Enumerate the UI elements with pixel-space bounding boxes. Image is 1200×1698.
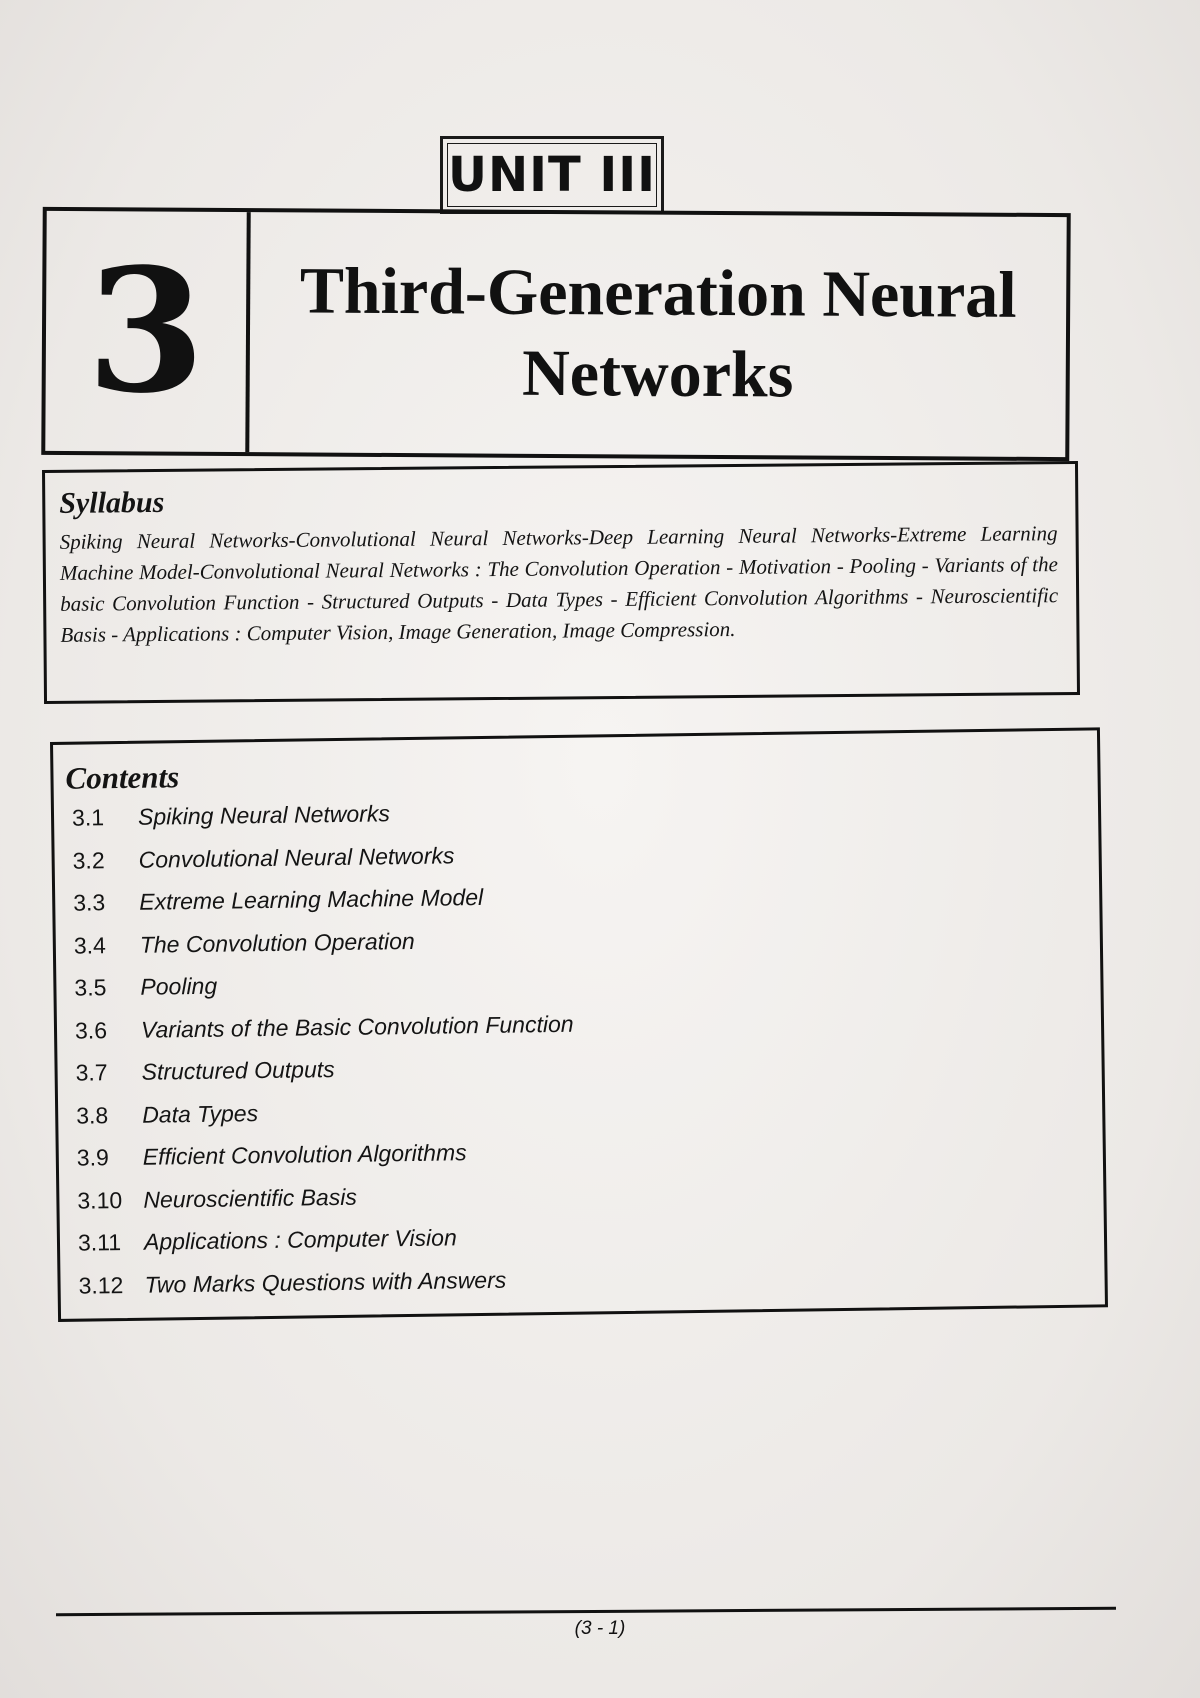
contents-item-number: 3.11 <box>77 1229 122 1256</box>
contents-item-number: 3.8 <box>76 1101 109 1129</box>
contents-item-label: Convolutional Neural Networks <box>138 841 455 873</box>
contents-item-number: 3.5 <box>74 974 107 1001</box>
chapter-header-box <box>41 207 1070 461</box>
contents-box <box>50 727 1108 1322</box>
contents-item-label: Extreme Learning Machine Model <box>139 883 484 915</box>
contents-item-label: The Convolution Operation <box>139 927 415 958</box>
contents-item-number: 3.3 <box>73 889 106 916</box>
contents-heading: Contents <box>65 759 180 796</box>
footer-rule <box>56 1607 1116 1616</box>
contents-item-number: 3.12 <box>78 1271 124 1299</box>
contents-list <box>66 791 1089 1315</box>
syllabus-box <box>42 461 1080 704</box>
unit-label: UNIT III <box>447 147 657 203</box>
contents-item-number: 3.1 <box>71 804 105 831</box>
contents-item-label: Applications : Computer Vision <box>143 1224 457 1255</box>
contents-item-number: 3.6 <box>74 1016 108 1044</box>
contents-item-label: Spiking Neural Networks <box>137 800 391 830</box>
chapter-title: Third-Generation Neural Networks <box>299 254 1017 412</box>
contents-item-label: Pooling <box>140 972 218 1000</box>
contents-item-number: 3.10 <box>77 1186 123 1214</box>
contents-item-label: Efficient Convolution Algorithms <box>142 1139 467 1170</box>
contents-item-label: Variants of the Basic Convolution Function <box>140 1010 574 1043</box>
contents-item-number: 3.7 <box>75 1059 108 1086</box>
syllabus-text: Spiking Neural Networks-Convolutional Neural Networks-Deep Learning Neural Networks-Extreme Learning Machine Model-Convolutional Neural Networks : The Convolution Operation - Motivation - Pooling - Variants of the basic Convolution Function - Structured Outputs - Data Types - Efficient Convolution Algorithms - Neuroscientific Basis - Applications : Computer Vision, Image Generation, Image Compression. <box>59 521 1059 647</box>
contents-item-label: Two Marks Questions with Answers <box>144 1266 507 1298</box>
contents-item-label: Neuroscientific Basis <box>143 1183 358 1213</box>
chapter-number: 3 <box>86 231 206 432</box>
syllabus-heading: Syllabus <box>59 485 165 520</box>
contents-item-number: 3.4 <box>73 931 107 959</box>
contents-item-number: 3.9 <box>76 1144 109 1171</box>
contents-item-label: Data Types <box>142 1099 259 1128</box>
contents-item-label: Structured Outputs <box>141 1056 335 1085</box>
unit-label-box <box>440 136 664 214</box>
contents-item-number: 3.2 <box>72 846 105 874</box>
page-number: (3 - 1) <box>574 1618 626 1639</box>
